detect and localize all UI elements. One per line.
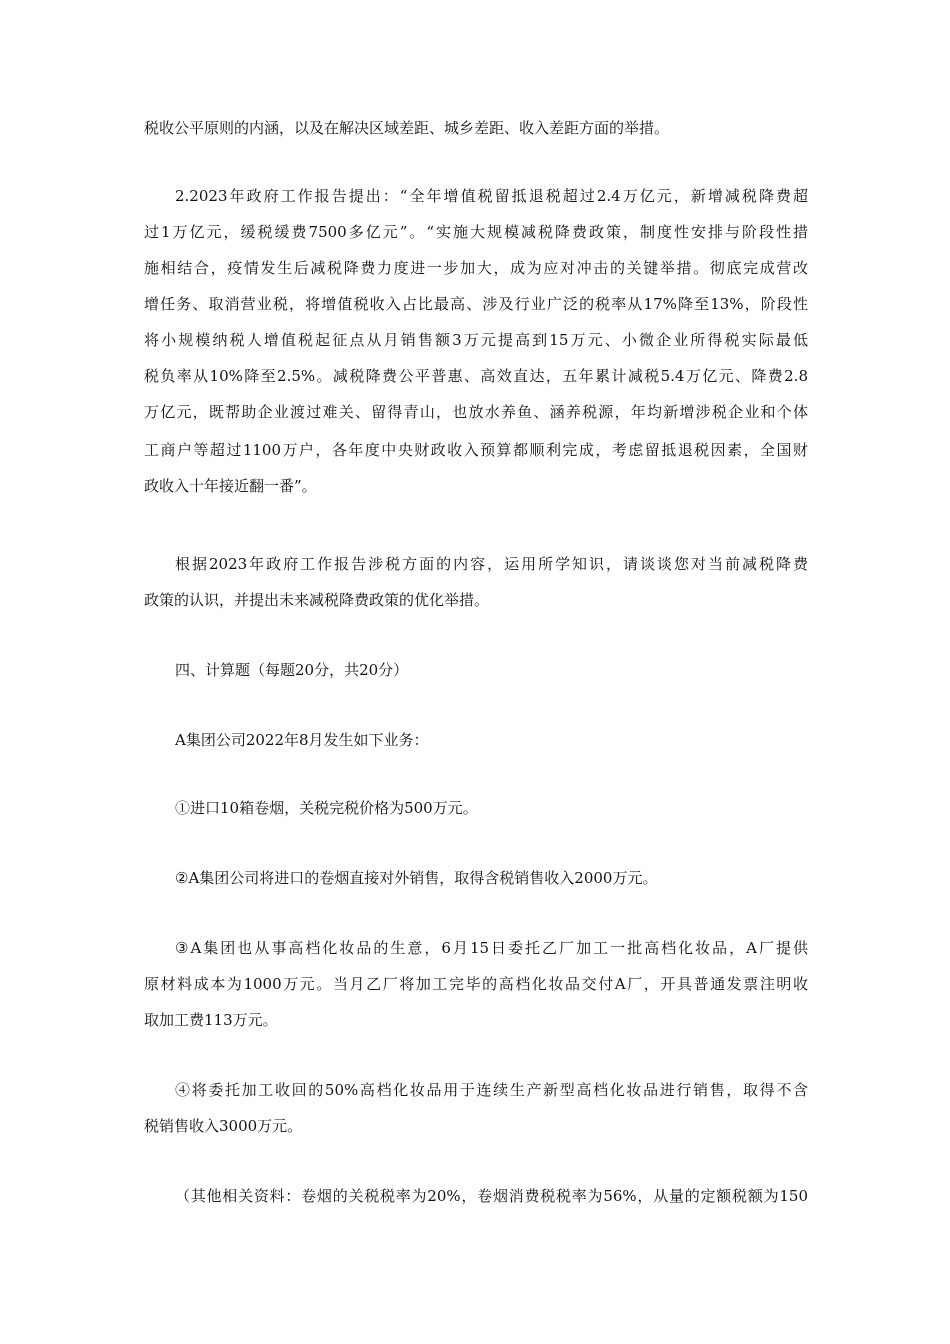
- q2-line-1: 2.2023年政府工作报告提出：“全年增值税留抵退税超过2.4万亿元，新增减税降费超: [175, 187, 808, 205]
- q2-prompt-line-1: 根据2023年政府工作报告涉税方面的内容，运用所学知识，请谈谈您对当前减税降费: [175, 555, 808, 573]
- item-1: ①进口10箱卷烟，关税完税价格为500万元。: [175, 799, 478, 817]
- item-3-line-2: 原材料成本为1000万元。当月乙厂将加工完毕的高档化妆品交付A厂，开具普通发票注明收: [144, 975, 808, 993]
- other-info-text: （其他相关资料：卷烟的关税税率为20%，卷烟消费税税率为56%，从量的定额税额为150: [175, 1187, 808, 1205]
- q2-line-5: 将小规模纳税人增值税起征点从月销售额3万元提高到15万元、小微企业所得税实际最低: [144, 331, 808, 349]
- q2-line-8: 工商户等超过1100万户，各年度中央财政收入预算都顺利完成，考虑留抵退税因素，全国财: [144, 441, 808, 459]
- q2-line-9: 政收入十年接近翻一番”。: [144, 477, 317, 495]
- item-2: ②A集团公司将进口的卷烟直接对外销售，取得含税销售收入2000万元。: [175, 869, 658, 887]
- q2-line-7: 万亿元，既帮助企业渡过难关、留得青山，也放水养鱼、涵养税源，年均新增涉税企业和个体: [144, 403, 808, 421]
- item-4-line-2: 税销售收入3000万元。: [144, 1117, 303, 1135]
- intro-tail-text: 税收公平原则的内涵，以及在解决区域差距、城乡差距、收入差距方面的举措。: [144, 119, 670, 137]
- section4-heading: 四、计算题（每题20分，共20分）: [175, 661, 409, 679]
- q2-line-2: 过1万亿元，缓税缓费7500多亿元”。“实施大规模减税降费政策，制度性安排与阶段性措: [144, 223, 808, 241]
- item-4-line-1: ④将委托加工收回的50%高档化妆品用于连续生产新型高档化妆品进行销售，取得不含: [175, 1081, 808, 1099]
- item-3-line-3: 取加工费113万元。: [144, 1011, 278, 1029]
- case-intro: A集团公司2022年8月发生如下业务：: [175, 731, 429, 749]
- q2-line-4: 增任务、取消营业税，将增值税收入占比最高、涉及行业广泛的税率从17%降至13%，阶段性: [144, 295, 808, 313]
- q2-line-3: 施相结合，疫情发生后减税降费力度进一步加大，成为应对冲击的关键举措。彻底完成营改: [144, 259, 808, 277]
- q2-prompt-line-2: 政策的认识，并提出未来减税降费政策的优化举措。: [144, 591, 490, 609]
- q2-line-6: 税负率从10%降至2.5%。减税降费公平普惠、高效直达，五年累计减税5.4万亿元、降费2.8: [144, 367, 808, 385]
- item-3-line-1: ③A集团也从事高档化妆品的生意，6月15日委托乙厂加工一批高档化妆品，A厂提供: [175, 939, 808, 957]
